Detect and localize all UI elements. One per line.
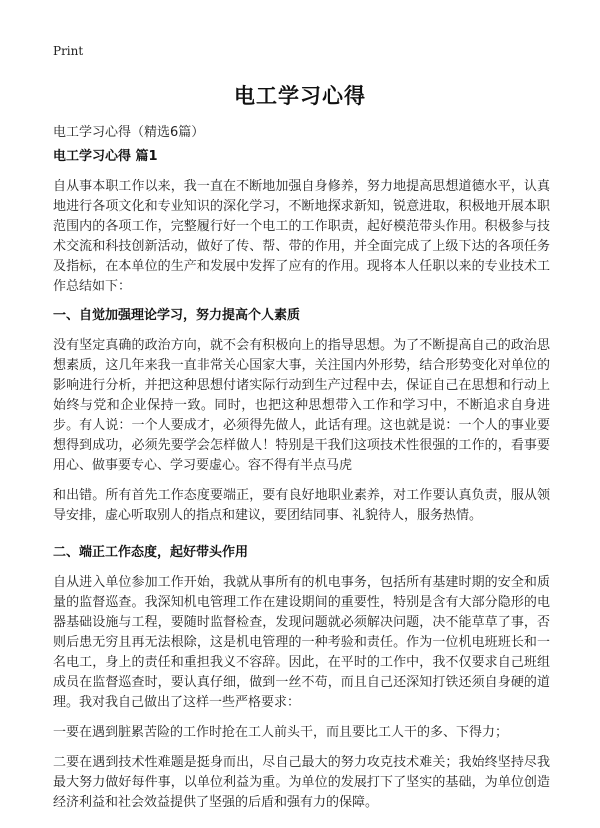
section-2-heading: 二、端正工作态度，起好带头作用 — [53, 545, 249, 560]
section-2-paragraph-2: 一要在遇到脏累苦险的工作时抢在工人前头干，而且要比工人干的多、下得力； — [53, 725, 509, 740]
article-heading: 电工学习心得 篇1 — [53, 149, 158, 164]
intro-paragraph: 自从事本职工作以来，我一直在不断地加强自身修养，努力地提高思想道德水平，认真地进行各项文化和专业知识的深化学习，不断地探求新知，锐意进取，积极地开展本职范围内的各项工作，完整履行好一个电工的工作职责，起好模范带头作用。积极参与技术交流和科技创新活动，做好了传、帮、带的作用，并全面完成了上级下达的各项任务及指标，在本单位的生产和发展中发挥了应有的作用。现将本人任职以来的专业技术工作总结如下： — [53, 179, 550, 294]
section-1-heading: 一、自觉加强理论学习，努力提高个人素质 — [53, 308, 301, 323]
document-body — [53, 148, 550, 823]
document-subtitle: 电工学习心得（精选6篇） — [53, 125, 205, 140]
section-1-paragraph-1: 没有坚定真确的政治方向，就不会有积极向上的指导思想。为了不断提高自己的政治思想素质，这几年来我一直非常关心国家大事，关注国内外形势，结合形势变化对单位的影响进行分析，并把这种思想付诸实际行动到生产过程中去，保证自己在思想和行动上始终与党和企业保持一致。同时，也把这种思想带入工作和学习中，不断追求自身进步。有人说：一个人要成才，必须得先做人，此话有理。这也就是说：一个人的事业要想得到成功，必须先要学会怎样做人！特别是干我们这项技术性很强的工作的，看事要用心、做事要专心、学习要虚心。容不得有半点马虎 — [53, 338, 550, 473]
document-title: 电工学习心得 — [234, 84, 366, 108]
print-label[interactable]: Print — [53, 44, 84, 58]
section-1-paragraph-2: 和出错。所有首先工作态度要端正，要有良好地职业素养，对工作要认真负责，服从领导安排，虚心听取别人的指点和建议，要团结同事、礼貌待人，服务热情。 — [53, 488, 550, 523]
section-2-paragraph-1: 自从进入单位参加工作开始，我就从事所有的机电事务，包括所有基建时期的安全和质量的监督巡查。我深知机电管理工作在建设期间的重要性，特别是含有大部分隐形的电器基础设施与工程，要随时监督检查，发现问题就必须解决问题，决不能草草了事，否则后患无穷且再无法根除，这是机电管理的一种考验和责任。作为一位机电班班长和一名电工，身上的责任和重担我义不容辞。因此，在平时的工作中，我不仅要求自己班组成员在监督巡查时，要认真仔细，做到一丝不苟，而且自己还深知打铁还须自身硬的道理。我对我自己做出了这样一些严格要求： — [53, 575, 550, 710]
section-2-paragraph-3: 二要在遇到技术性难题是挺身而出，尽自己最大的努力攻克技术难关；我始终坚持尽我最大努力做好每件事，以单位利益为重。为单位的发展打下了坚实的基础，为单位创造经济利益和社会效益提供了坚强的后盾和强有力的保障。 — [53, 755, 550, 810]
